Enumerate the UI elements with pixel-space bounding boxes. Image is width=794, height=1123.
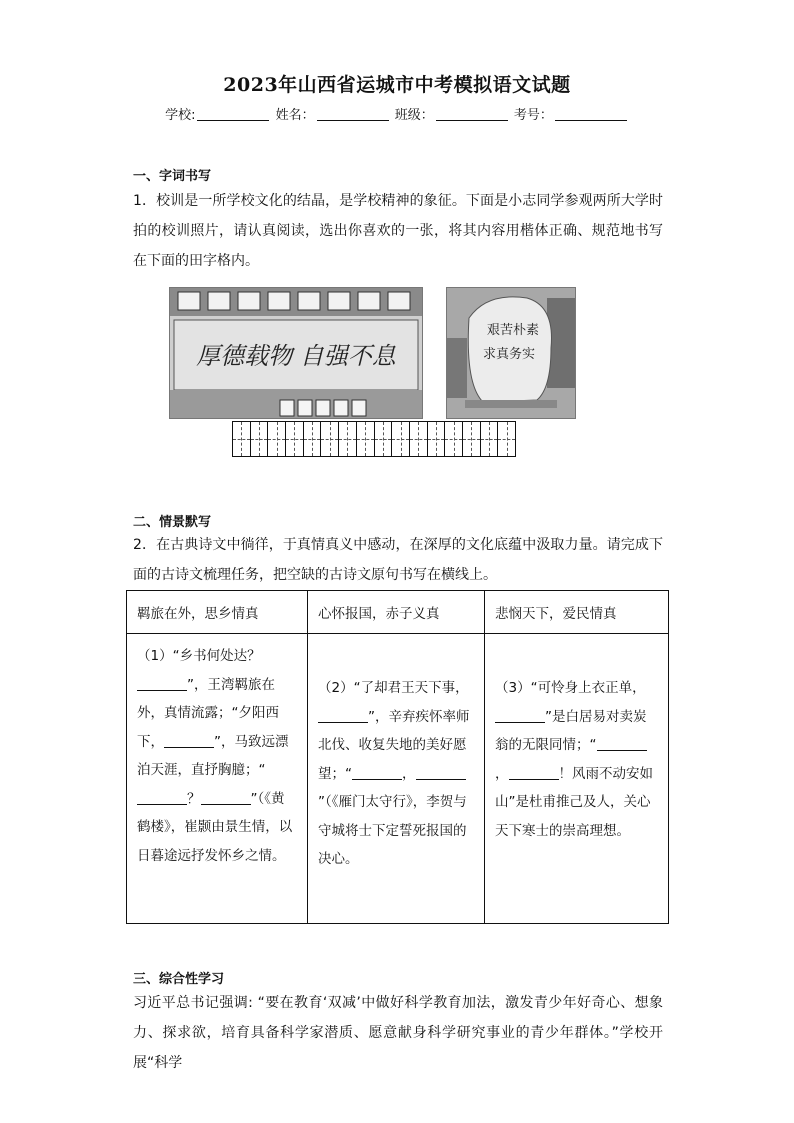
tianzige-grid[interactable] bbox=[232, 421, 516, 457]
name-field[interactable] bbox=[317, 106, 389, 121]
class-label: 班级： bbox=[394, 108, 434, 123]
answer-blank[interactable] bbox=[318, 708, 368, 723]
answer-blank[interactable] bbox=[509, 765, 559, 780]
grid-cell[interactable] bbox=[428, 422, 446, 456]
motto-1-calligraphy: 厚德载物 自强不息 bbox=[196, 342, 396, 370]
section-3-text: 习近平总书记强调: “要在教育‘双减’中做好科学教育加法，激发青少年好奇心、想象力、探求欲，培育具备科学家潜质、愿意献身科学研究事业的青少年群体。”学校开展“科学 bbox=[133, 995, 663, 1071]
column-header-homesick: 羁旅在外，思乡情真 bbox=[127, 591, 308, 634]
grid-cell[interactable] bbox=[463, 422, 481, 456]
answer-blank[interactable] bbox=[352, 765, 402, 780]
answer-blank[interactable] bbox=[201, 790, 251, 805]
homesick-cell: （1）“乡书何处达？”，王湾羁旅在外，真情流露；“夕阳西下， ”，马致远漂泊天涯，直抒胸臆；“？ ”（《黄鹤楼》，崔颢由景生情，以日暮途远抒发怀乡之情。 bbox=[127, 634, 308, 924]
poetry-table bbox=[126, 590, 669, 924]
student-info-line bbox=[0, 104, 794, 123]
grid-cell[interactable] bbox=[339, 422, 357, 456]
answer-blank[interactable] bbox=[164, 733, 214, 748]
column-header-patriotic: 心怀报国，赤子义真 bbox=[308, 591, 485, 634]
column-header-compassion: 悲悯天下，爱民情真 bbox=[485, 591, 669, 634]
school-field[interactable] bbox=[197, 106, 269, 121]
grid-cell[interactable] bbox=[286, 422, 304, 456]
section-2-title: 二、情景默写 bbox=[133, 515, 212, 530]
exam-number-field[interactable] bbox=[555, 106, 627, 121]
section-3-title: 三、综合性学习 bbox=[133, 972, 225, 987]
grid-cell[interactable] bbox=[304, 422, 322, 456]
grid-cell[interactable] bbox=[392, 422, 410, 456]
name-label: 姓名： bbox=[275, 108, 315, 123]
grid-cell[interactable] bbox=[357, 422, 375, 456]
motto-photo-1 bbox=[169, 287, 423, 419]
motto-photo-2 bbox=[446, 287, 576, 419]
answer-blank[interactable] bbox=[495, 708, 545, 723]
grid-cell[interactable] bbox=[321, 422, 339, 456]
motto-2-line-1: 艰苦朴素 bbox=[486, 323, 540, 338]
compassion-cell: （3）“可怜身上衣正单，”是白居易对卖炭翁的无限同情；“， ！风雨不动安如山”是杜甫推己及人，关心天下寒士的崇高理想。 bbox=[485, 634, 669, 924]
answer-blank[interactable] bbox=[137, 676, 187, 691]
question-2-text: 2．在古典诗文中徜徉，于真情真义中感动，在深厚的文化底蕴中汲取力量。请完成下面的古诗文梳理任务，把空缺的古诗文原句书写在横线上。 bbox=[133, 537, 663, 583]
grid-cell[interactable] bbox=[410, 422, 428, 456]
class-field[interactable] bbox=[436, 106, 508, 121]
answer-blank[interactable] bbox=[416, 765, 466, 780]
grid-cell[interactable] bbox=[233, 422, 251, 456]
school-label: 学校: bbox=[165, 108, 196, 123]
question-1-text: 1．校训是一所学校文化的结晶，是学校精神的象征。下面是小志同学参观两所大学时拍的校训照片，请认真阅读，选出你喜欢的一张，将其内容用楷体正确、规范地书写在下面的田字格内。 bbox=[133, 193, 663, 269]
grid-cell[interactable] bbox=[268, 422, 286, 456]
exam-number-label: 考号： bbox=[513, 108, 553, 123]
grid-cell[interactable] bbox=[498, 422, 515, 456]
answer-blank[interactable] bbox=[137, 790, 187, 805]
exam-title: 2023年山西省运城市中考模拟语文试题 bbox=[223, 74, 571, 96]
grid-cell[interactable] bbox=[481, 422, 499, 456]
grid-cell[interactable] bbox=[445, 422, 463, 456]
motto-2-line-2: 求真务实 bbox=[482, 347, 536, 362]
grid-cell[interactable] bbox=[375, 422, 393, 456]
patriotic-cell: （2）“了却君王天下事，”，辛弃疾怀率师北伐、收复失地的美好愿望；“ ，”（《雁门太守行》，李贺与守城将士下定誓死报国的决心。 bbox=[308, 634, 485, 924]
section-1-title: 一、字词书写 bbox=[133, 169, 212, 184]
answer-blank[interactable] bbox=[597, 736, 647, 751]
grid-cell[interactable] bbox=[251, 422, 269, 456]
